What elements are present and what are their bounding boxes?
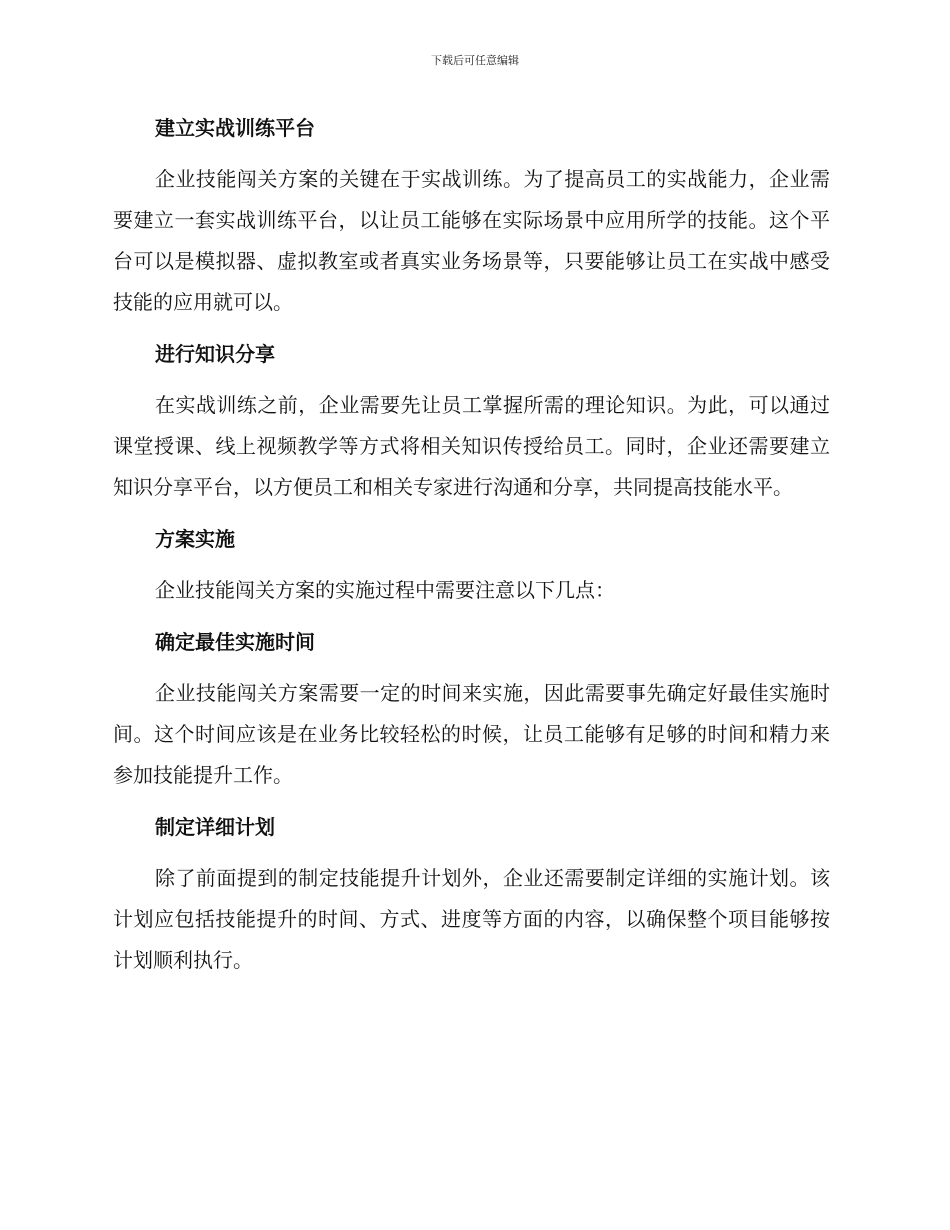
section-implementation (113, 519, 830, 611)
section-knowledge-sharing (113, 334, 830, 508)
page-header: 下载后可任意编辑 (431, 54, 519, 67)
section-paragraph: 企业技能闯关方案需要一定的时间来实施，因此需要事先确定好最佳实施时间。这个时间应该是在业务比较轻松的时候，让员工能够有足够的时间和精力来参加技能提升工作。 (113, 681, 830, 787)
section-paragraph: 除了前面提到的制定技能提升计划外，企业还需要制定详细的实施计划。该计划应包括技能提升的时间、方式、进度等方面的内容，以确保整个项目能够按计划顺利执行。 (113, 866, 830, 972)
section-heading: 建立实战训练平台 (155, 116, 315, 140)
section-heading: 确定最佳实施时间 (155, 630, 315, 654)
section-paragraph: 在实战训练之前，企业需要先让员工掌握所需的理论知识。为此，可以通过课堂授课、线上视频教学等方式将相关知识传授给员工。同时，企业还需要建立知识分享平台，以方便员工和相关专家进行沟通和分享，共同提高技能水平。 (113, 393, 830, 499)
section-heading: 制定详细计划 (155, 815, 275, 839)
section-paragraph: 企业技能闯关方案的实施过程中需要注意以下几点： (155, 578, 615, 602)
section-best-time (113, 622, 830, 796)
document-body (113, 108, 830, 992)
section-heading: 方案实施 (155, 527, 235, 551)
section-heading: 进行知识分享 (155, 342, 275, 366)
section-training-platform (113, 108, 830, 323)
section-paragraph: 企业技能闯关方案的关键在于实战训练。为了提高员工的实战能力，企业需要建立一套实战训练平台，以让员工能够在实际场景中应用所学的技能。这个平台可以是模拟器、虚拟教室或者真实业务场景等，只要能够让员工在实战中感受技能的应用就可以。 (113, 167, 830, 314)
section-detailed-plan (113, 807, 830, 981)
